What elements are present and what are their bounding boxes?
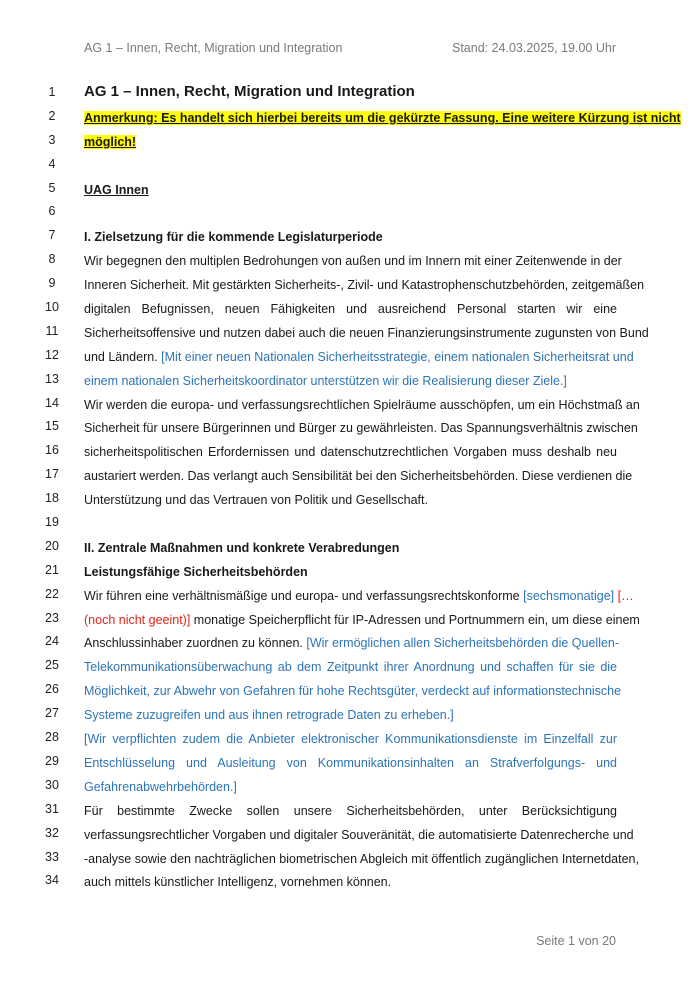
document-line: [0, 848, 700, 872]
line-text: [84, 802, 617, 820]
document-line: [0, 728, 700, 752]
line-text: [84, 658, 617, 676]
bracketed-proposal-text: einem nationalen Sicherheitskoordinator unterstützen wir die Realisierung dieser Ziele.]: [84, 373, 567, 388]
line-number: 22: [45, 586, 59, 601]
line-text: [84, 372, 617, 390]
document-line: [0, 752, 700, 776]
document-line: [0, 298, 700, 322]
line-number: 27: [45, 706, 59, 721]
line-segment: auch mittels künstlicher Intelligenz, vornehmen können.: [84, 875, 392, 890]
document-line: [0, 370, 700, 394]
line-segment: Unterstützung und das Vertrauen von Politik und Gesellschaft.: [84, 493, 428, 508]
line-text: [84, 467, 633, 485]
line-number: 14: [45, 395, 59, 410]
line-number: 31: [45, 801, 59, 816]
line-text: [84, 181, 617, 199]
line-number: 7: [48, 228, 56, 243]
document-line: [0, 226, 700, 250]
bracketed-proposal-text: Entschlüsselung und Ausleitung von Kommunikationsinhalten an Strafverfolgungs- und: [84, 755, 617, 770]
line-text: [84, 730, 617, 748]
document-line: [0, 107, 700, 131]
line-text: [84, 109, 681, 127]
line-number: 13: [45, 371, 59, 386]
line-segment: Inneren Sicherheit. Mit gestärkten Sicherheits-, Zivil- und Katastrophenschutzbehörden, zeitgemäßen: [84, 278, 645, 293]
line-number: 26: [45, 682, 59, 697]
highlighted-note: möglich!: [84, 134, 137, 149]
line-segment: monatige Speicherpflicht für IP-Adressen und Portnummern ein, um diese einem: [190, 612, 640, 627]
line-number: 10: [45, 300, 59, 315]
document-line: [0, 155, 700, 179]
line-segment: -analyse sowie den nachträglichen biometrischen Abgleich mit öffentlich zugänglichen Internetdaten,: [84, 851, 639, 866]
line-number: 32: [45, 825, 59, 840]
line-segment: Leistungsfähige Sicherheitsbehörden: [84, 564, 308, 579]
line-text: [84, 276, 645, 294]
document-line: [0, 346, 700, 370]
document-line: [0, 250, 700, 274]
line-number: 30: [45, 777, 59, 792]
line-text: [84, 587, 634, 605]
line-number: 6: [48, 204, 56, 219]
page-number: Seite 1 von 20: [536, 934, 616, 948]
line-number: 25: [45, 658, 59, 673]
line-text: [84, 682, 622, 700]
line-number: 20: [45, 538, 59, 553]
document-line: [0, 609, 700, 633]
line-number: 28: [45, 730, 59, 745]
line-segment: Sicherheit für unsere Bürgerinnen und Bürger zu gewährleisten. Das Spannungsverhältnis zwischen: [84, 421, 638, 436]
page-header: [84, 41, 616, 59]
document-line: [0, 83, 700, 107]
line-text: [84, 873, 617, 891]
line-number: 11: [45, 323, 59, 338]
line-number: 2: [48, 108, 56, 123]
bracketed-proposal-text: Systeme zuzugreifen und aus ihnen retrograde Daten zu erheben.]: [84, 708, 454, 723]
line-number: 3: [48, 132, 56, 147]
document-line: [0, 704, 700, 728]
highlighted-note: Anmerkung: Es handelt sich hierbei bereits um die gekürzte Fassung. Eine weitere Kürzung ist nicht: [84, 110, 681, 125]
line-number: 12: [45, 347, 59, 362]
document-line: [0, 417, 700, 441]
unagreed-text: […: [617, 588, 634, 603]
line-segment: sicherheitspolitischen Erfordernissen und datenschutzrechtlichen Vorgaben muss deshalb neu: [84, 445, 617, 460]
document-line: [0, 441, 700, 465]
line-text: [84, 252, 622, 270]
line-number: 24: [45, 634, 59, 649]
unagreed-text: (noch nicht geeint)]: [84, 612, 191, 627]
line-number: 18: [45, 491, 59, 506]
document-line: [0, 871, 700, 895]
line-segment: Für bestimmte Zwecke sollen unsere Sicherheitsbehörden, unter Berücksichtigung: [84, 803, 617, 818]
line-segment: Wir führen eine verhältnismäßige und europa- und verfassungsrechtskonforme: [84, 588, 524, 603]
line-text: [84, 419, 638, 437]
document-line: [0, 585, 700, 609]
line-number: 1: [48, 85, 56, 99]
document-line: [0, 680, 700, 704]
bracketed-proposal-text: [sechsmonatige]: [523, 588, 618, 603]
line-text: [84, 324, 649, 342]
bracketed-proposal-text: Möglichkeit, zur Abwehr von Gefahren für hohe Rechtsgüter, verdeckt auf informationstechnische: [84, 684, 622, 699]
line-text: [84, 826, 634, 844]
line-number: 29: [45, 753, 59, 768]
bracketed-proposal-text: [Mit einer neuen Nationalen Sicherheitsstrategie, einem nationalen Sicherheitsrat und: [161, 349, 634, 364]
line-segment: II. Zentrale Maßnahmen und konkrete Verabredungen: [84, 540, 400, 555]
line-text: [84, 443, 617, 461]
line-number: 16: [45, 443, 59, 458]
document-body: [0, 83, 700, 895]
line-text: [84, 706, 617, 724]
line-segment: I. Zielsetzung für die kommende Legislaturperiode: [84, 230, 383, 245]
bracketed-proposal-text: Telekommunikationsüberwachung ab dem Zeitpunkt ihrer Anordnung und schaffen für sie die: [84, 660, 617, 675]
line-text: [84, 634, 620, 652]
header-section-title: AG 1 – Innen, Recht, Migration und Integration: [84, 41, 343, 55]
document-line: [0, 202, 700, 226]
line-text: [84, 850, 639, 868]
document-line: [0, 489, 700, 513]
document-line: [0, 394, 700, 418]
document-line: [0, 656, 700, 680]
line-number: 34: [45, 873, 59, 888]
line-segment: AG 1 – Innen, Recht, Migration und Integration: [84, 83, 415, 100]
line-segment: Wir werden die europa- und verfassungsrechtlichen Spielräume ausschöpfen, um ein Höchstmaß an: [84, 397, 640, 412]
line-number: 4: [48, 156, 56, 171]
line-text: [84, 778, 617, 796]
line-segment: UAG Innen: [84, 182, 149, 197]
line-text: [84, 563, 617, 581]
line-text: [84, 491, 617, 509]
bracketed-proposal-text: [Wir ermöglichen allen Sicherheitsbehörden die Quellen-: [306, 636, 620, 651]
line-number: 8: [48, 252, 56, 267]
line-segment: verfassungsrechtlicher Vorgaben und digitaler Souveränität, die automatisierte Datenrecherche und: [84, 827, 634, 842]
line-number: 33: [45, 849, 59, 864]
line-number: 19: [45, 515, 59, 530]
line-segment: Anschlussinhaber zuordnen zu können.: [84, 636, 307, 651]
document-line: [0, 179, 700, 203]
document-line: [0, 537, 700, 561]
document-line: [0, 632, 700, 656]
document-line: [0, 131, 700, 155]
line-text: [84, 300, 617, 318]
bracketed-proposal-text: [Wir verpflichten zudem die Anbieter elektronischer Kommunikationsdienste im Einzelfall zur: [84, 732, 617, 747]
bracketed-proposal-text: Gefahrenabwehrbehörden.]: [84, 779, 237, 794]
line-text: [84, 228, 617, 246]
line-text: [84, 348, 634, 366]
header-status-date: Stand: 24.03.2025, 19.00 Uhr: [451, 41, 616, 55]
line-text: [84, 133, 617, 151]
document-line: [0, 800, 700, 824]
line-number: 17: [45, 467, 59, 482]
document-line: [0, 776, 700, 800]
line-number: 21: [45, 562, 59, 577]
document-line: [0, 274, 700, 298]
document-line: [0, 824, 700, 848]
document-line: [0, 561, 700, 585]
line-segment: digitalen Befugnissen, neuen Fähigkeiten und ausreichend Personal starten wir eine: [84, 302, 617, 317]
line-segment: Sicherheitsoffensive und nutzen dabei auch die neuen Finanzierungsinstrumente zugunsten von Bund: [84, 325, 649, 340]
line-segment: Wir begegnen den multiplen Bedrohungen von außen und im Innern mit einer Zeitenwende in der: [84, 254, 622, 269]
document-line: [0, 465, 700, 489]
line-text: [84, 83, 617, 101]
line-number: 23: [45, 610, 59, 625]
document-line: [0, 322, 700, 346]
line-number: 15: [45, 419, 59, 434]
line-text: [84, 754, 617, 772]
line-text: [84, 396, 640, 414]
line-segment: austariert werden. Das verlangt auch Sensibilität bei den Sicherheitsbehörden. Diese verdienen die: [84, 469, 633, 484]
line-segment: und Ländern.: [84, 349, 162, 364]
line-text: [84, 539, 617, 557]
document-line: [0, 513, 700, 537]
line-number: 9: [48, 276, 56, 291]
line-text: [84, 611, 640, 629]
line-number: 5: [48, 180, 56, 195]
